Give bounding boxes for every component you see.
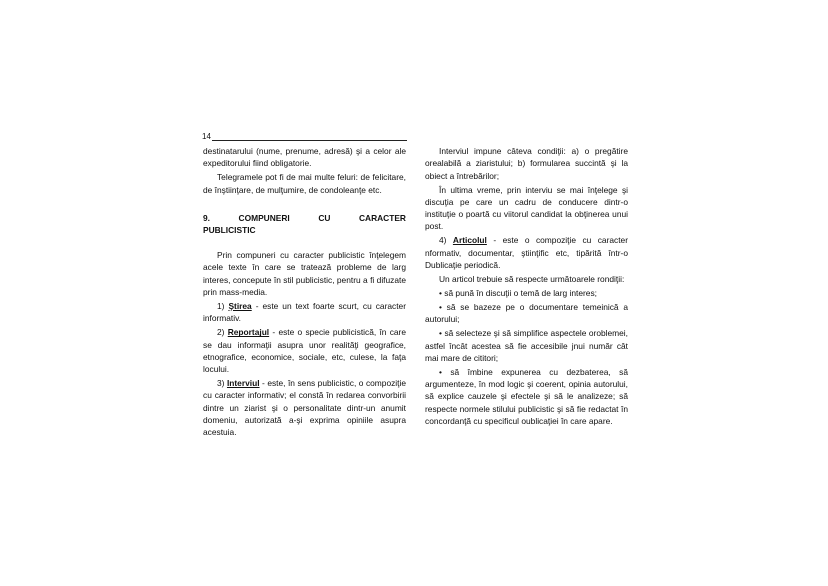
section-heading — [203, 212, 406, 237]
item-text: - este, în sens publicistic, o compoziţie cu caracter informativ; el constă în redarea convorbirii dintre un ziarist şi o personalitate dintr-un anumit domeniu, autorizată a-şi exprima opiniile asupra acestuia. — [203, 378, 406, 438]
item-text: - este un text foarte scurt, cu caracter informativ. — [203, 301, 406, 324]
bullet-item: • să se bazeze pe o documentare temeinică a autorului; — [425, 302, 628, 325]
item-text: - este o compoziţie cu caracter nformativ, documentar, ştiinţific etc, tipărită într-o Dublicaţie periodică. — [425, 235, 628, 271]
paragraph: Interviul impune câteva condiţii: a) o pregătire orealabilă a ziaristului; b) formularea succintă şi la obiect a întrebărilor; — [425, 146, 628, 181]
paragraph: În ultima vreme, prin interviu se mai înţelege şi discuţia pe care un cadru de conducere dintr-o instituţie o poartă cu viitorul candidat la obţinerea unui post. — [425, 184, 628, 232]
header-rule — [212, 140, 367, 141]
paragraph: Prin compuneri cu caracter publicistic înţelegem acele texte în care se tratează probleme de larg interes, concepute în stil publicistic, pentru a fi difuzate prin mass-media. — [203, 250, 406, 298]
header-rule-short — [367, 140, 407, 141]
term: Articolul — [452, 235, 487, 246]
paragraph: Un articol trebuie să respecte următoarele rondiţii: — [439, 274, 625, 285]
paragraph — [425, 234, 628, 271]
left-column — [203, 145, 406, 440]
section-heading-line: 9. COMPUNERI CU CARACTER — [203, 212, 406, 223]
bullet-item: • să selecteze şi să simplifice aspectele oroblemei, astfel încât acestea să fie accesibile jnui număr cât mai mare de cititori; — [425, 328, 628, 363]
paragraph: Telegramele pot fi de mai multe feluri: de felicitare, de înştiinţare, de mulţumire, de condoleanţe etc. — [203, 172, 406, 195]
term: Reportajul — [227, 327, 270, 338]
page-number: 14 — [202, 132, 211, 141]
section-heading-line: PUBLICISTIC — [203, 224, 256, 235]
paragraph — [203, 377, 406, 438]
item-number: 4) — [439, 235, 453, 246]
paragraph — [203, 300, 406, 325]
term: Ştirea — [228, 301, 252, 312]
paragraph — [203, 326, 406, 375]
item-number: 3) — [217, 378, 227, 389]
bullet-item: • să pună în discuţii o temă de larg interes; — [439, 288, 597, 299]
bullet-item: • să îmbine expunerea cu dezbaterea, să argumenteze, în mod logic şi coerent, opinia autorului, să explice cauzele şi efectele şi să le analizeze; să respecte normele stilului publicistic şi să fie redactat în concordanţă cu specificul oublicaţiei în care apare. — [425, 366, 628, 427]
item-text: - este o specie publicistică, în care se dau informaţii asupra unor realităţi geografice, etnografice, economice, sociale, etc, culese, la faţa locului. — [203, 327, 407, 375]
right-column — [425, 145, 628, 429]
item-number: 2) — [217, 327, 228, 338]
paragraph: destinatarului (nume, prenume, adresă) şi a celor ale expeditorului fiind obligatorie. — [203, 146, 406, 169]
item-number: 1) — [217, 301, 229, 312]
term: Interviul — [226, 378, 260, 389]
page-header — [202, 131, 407, 143]
